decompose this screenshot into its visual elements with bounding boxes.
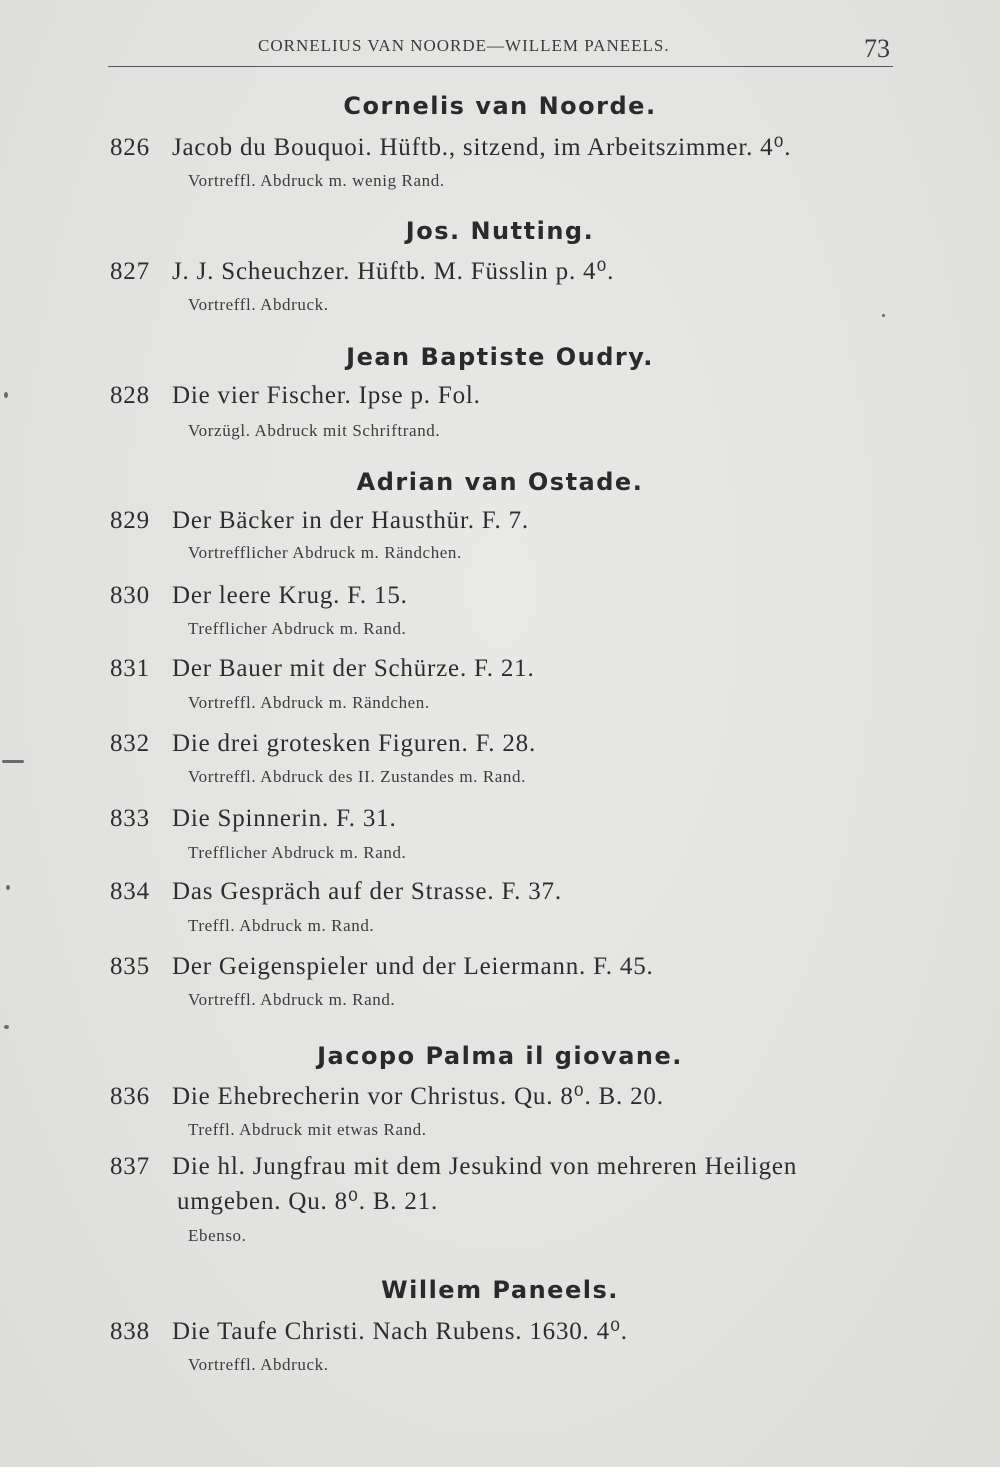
entry-title: Jacob du Bouquoi. Hüftb., sitzend, im Arbeitszimmer. 4⁰.: [172, 134, 792, 161]
catalogue-entry: [110, 256, 614, 286]
catalogue-entry: [110, 382, 481, 410]
page-number: 73: [864, 34, 890, 63]
paper-speck: [6, 885, 10, 890]
artist-heading: Jean Baptiste Oudry.: [346, 343, 654, 371]
condition-note: Vortreffl. Abdruck.: [188, 1355, 329, 1374]
header-rule: [108, 66, 893, 67]
catalogue-entry: [110, 805, 397, 833]
catalogue-entry: [110, 582, 408, 610]
condition-note: Vorzügl. Abdruck mit Schriftrand.: [188, 421, 441, 440]
artist-heading: Jos. Nutting.: [405, 217, 595, 245]
entry-number: 827: [110, 258, 150, 285]
paper-speck: [882, 314, 885, 317]
entry-title: Die Ehebrecherin vor Christus. Qu. 8⁰. B. 20.: [172, 1083, 664, 1110]
condition-note: Vortreffl. Abdruck m. Rändchen.: [188, 693, 430, 712]
catalogue-entry: [110, 1153, 797, 1181]
catalogue-entry: [110, 655, 535, 683]
entry-number: 838: [110, 1318, 150, 1345]
entry-number: 828: [110, 382, 150, 409]
condition-note: Trefflicher Abdruck m. Rand.: [188, 843, 407, 862]
entry-title-continuation: umgeben. Qu. 8⁰. B. 21.: [177, 1188, 439, 1215]
entry-number: 837: [110, 1153, 150, 1180]
paper-speck: [2, 760, 24, 763]
entry-title: Die vier Fischer. Ipse p. Fol.: [172, 382, 481, 409]
entry-title: Der Bauer mit der Schürze. F. 21.: [172, 655, 535, 682]
artist-heading: Cornelis van Noorde.: [343, 92, 657, 120]
entry-number: 835: [110, 953, 150, 980]
paper-speck: [4, 1025, 9, 1029]
paper-speck: [4, 392, 8, 398]
catalogue-entry: [110, 953, 654, 981]
entry-title: Die drei grotesken Figuren. F. 28.: [172, 730, 537, 757]
artist-heading: Jacopo Palma il giovane.: [317, 1042, 683, 1070]
entry-title: Der leere Krug. F. 15.: [172, 582, 408, 609]
entry-number: 836: [110, 1083, 150, 1110]
condition-note: Treffl. Abdruck mit etwas Rand.: [188, 1120, 427, 1139]
catalogue-entry: [110, 132, 791, 162]
catalogue-entry: [110, 507, 529, 535]
entry-number: 829: [110, 507, 150, 534]
entry-title: Der Bäcker in der Hausthür. F. 7.: [172, 507, 529, 534]
condition-note: Treffl. Abdruck m. Rand.: [188, 916, 375, 935]
entry-number: 830: [110, 582, 150, 609]
artist-heading: Adrian van Ostade.: [356, 468, 644, 496]
catalogue-entry: [110, 730, 536, 758]
entry-number: 831: [110, 655, 150, 682]
catalogue-entry: [110, 1316, 628, 1346]
entry-number: 826: [110, 134, 150, 161]
condition-note: Ebenso.: [188, 1226, 247, 1245]
catalogue-entry: [110, 1081, 664, 1111]
condition-note: Vortrefflicher Abdruck m. Rändchen.: [188, 543, 462, 562]
entry-title: J. J. Scheuchzer. Hüftb. M. Füsslin p. 4⁰.: [172, 258, 615, 285]
catalogue-entry: [110, 878, 562, 906]
condition-note: Vortreffl. Abdruck des II. Zustandes m. Rand.: [188, 767, 526, 786]
entry-title: Die hl. Jungfrau mit dem Jesukind von mehreren Heiligen: [172, 1153, 798, 1180]
artist-heading: Willem Paneels.: [381, 1276, 619, 1304]
entry-title: Das Gespräch auf der Strasse. F. 37.: [172, 878, 562, 905]
running-title: CORNELIUS VAN NOORDE—WILLEM PANEELS.: [258, 36, 670, 55]
entry-title: Die Taufe Christi. Nach Rubens. 1630. 4⁰.: [172, 1318, 628, 1345]
condition-note: Trefflicher Abdruck m. Rand.: [188, 619, 407, 638]
entry-number: 832: [110, 730, 150, 757]
condition-note: Vortreffl. Abdruck m. wenig Rand.: [188, 171, 445, 190]
entry-title: Die Spinnerin. F. 31.: [172, 805, 397, 832]
entry-title: Der Geigenspieler und der Leiermann. F. 45.: [172, 953, 654, 980]
entry-number: 834: [110, 878, 150, 905]
condition-note: Vortreffl. Abdruck.: [188, 295, 329, 314]
condition-note: Vortreffl. Abdruck m. Rand.: [188, 990, 396, 1009]
entry-number: 833: [110, 805, 150, 832]
